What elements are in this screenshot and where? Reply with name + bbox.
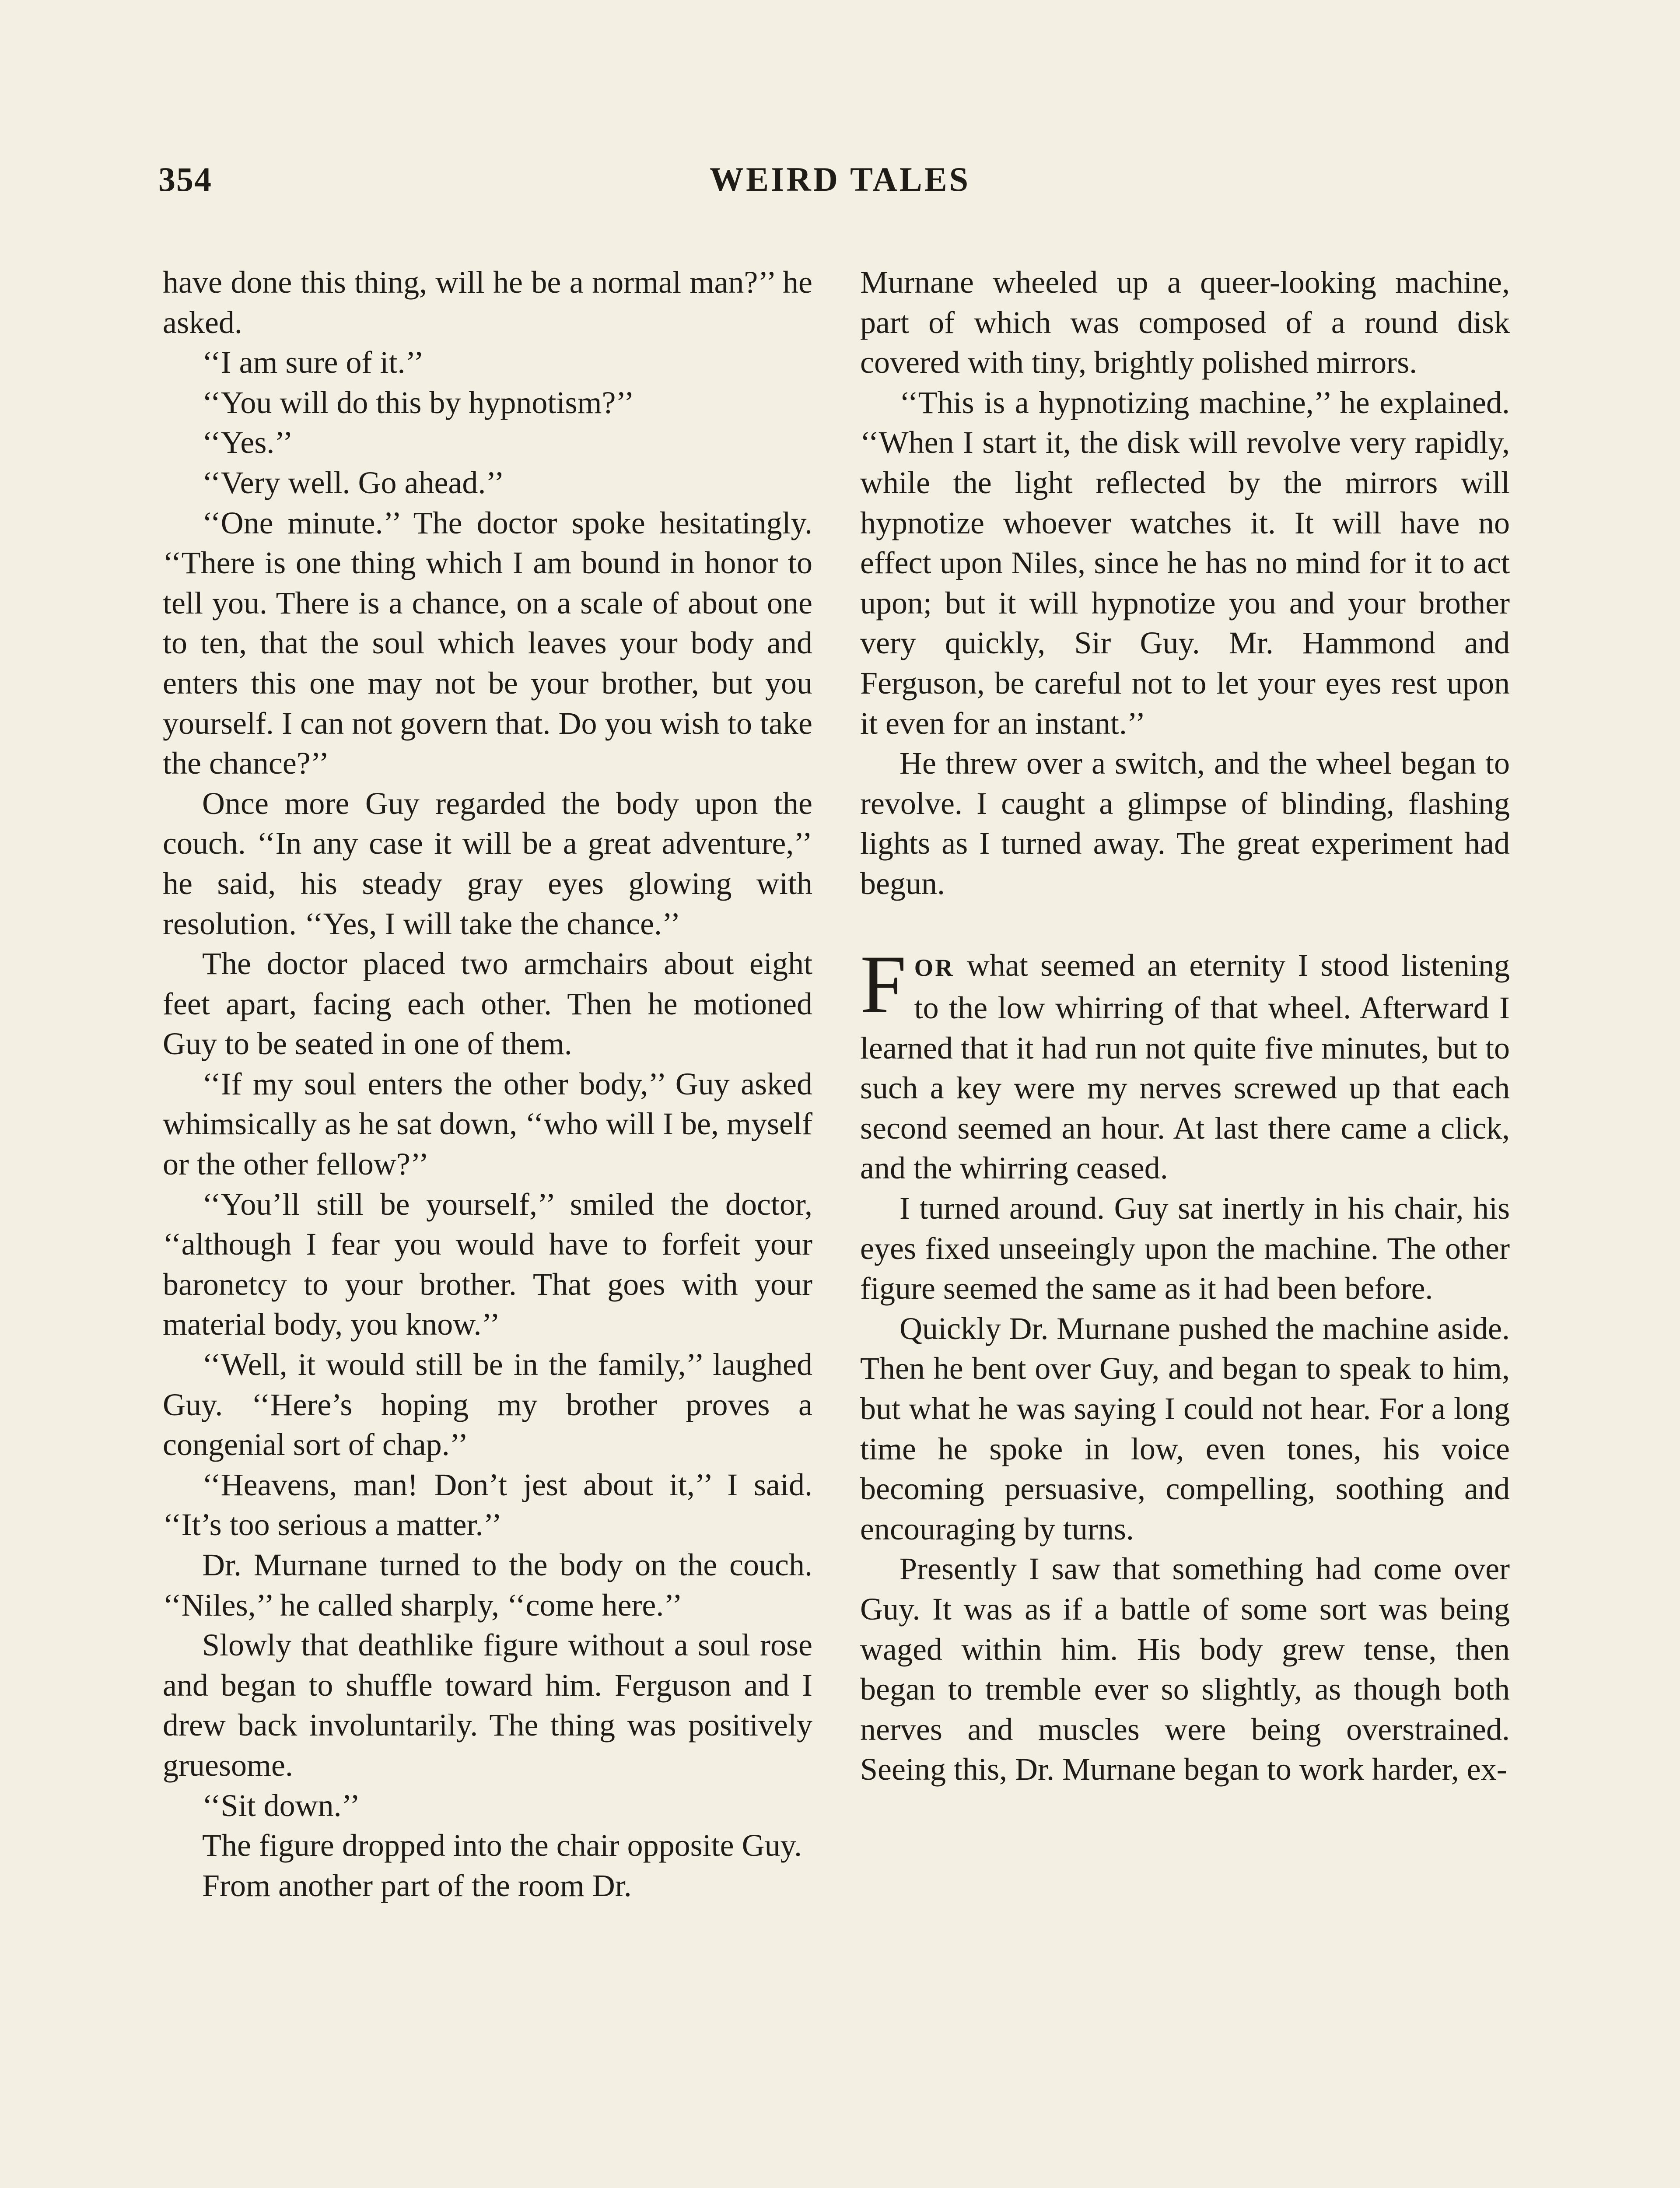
section-opening-paragraph <box>860 938 1510 1189</box>
paragraph: ‘‘This is a hypnotizing machine,’’ he explained. ‘‘When I start it, the disk will revolve very rapidly, while the light reflected by the mirrors will hypnotize whoever watches it. It will have no effect upon Niles, since he has no mind for it to act upon; but it will hypnotize you and your brother very quickly, Sir Guy. Mr. Hammond and Ferguson, be careful not to let your eyes rest upon it even for an instant.’’ <box>860 385 1510 741</box>
paragraph: ‘‘Yes.’’ <box>202 425 293 460</box>
paragraph: The doctor placed two armchairs about eight feet apart, facing each other. Then he motioned Guy to be seated in one of them. <box>163 946 812 1062</box>
section-break <box>860 904 1510 946</box>
paragraph: Murnane wheeled up a queer-looking machine, part of which was composed of a round disk covered with tiny, brightly polished mirrors. <box>860 265 1510 380</box>
paragraph: ‘‘One minute.’’ The doctor spoke hesitatingly. ‘‘There is one thing which I am bound in honor to tell you. There is a chance, on a scale of about one to ten, that the soul which leaves your body and enters this one may not be your brother, but you yourself. I can not govern that. Do you wish to take the chance?’’ <box>163 505 812 781</box>
paragraph: ‘‘Sit down.’’ <box>202 1788 360 1823</box>
right-column <box>860 263 1510 1790</box>
paragraph: The figure dropped into the chair opposite Guy. <box>202 1828 802 1863</box>
left-column <box>163 263 812 1906</box>
paragraph: ‘‘Heavens, man! Don’t jest about it,’’ I said. ‘‘It’s too serious a matter.’’ <box>163 1467 812 1543</box>
paragraph: From another part of the room Dr. <box>202 1868 632 1903</box>
small-caps-lead: OR <box>914 954 955 982</box>
paragraph: Dr. Murnane turned to the body on the couch. ‘‘Niles,’’ he called sharply, ‘‘come here.’’ <box>163 1547 812 1623</box>
paragraph: ‘‘If my soul enters the other body,’’ Guy asked whimsically as he sat down, ‘‘who will I be, myself or the other fellow?’’ <box>163 1066 812 1182</box>
page-number: 354 <box>158 160 212 198</box>
paragraph: ‘‘You will do this by hypnotism?’’ <box>202 385 635 420</box>
paragraph: ‘‘Well, it would still be in the family,’’ laughed Guy. ‘‘Here’s hoping my brother proves a congenial sort of chap.’’ <box>163 1347 812 1462</box>
paragraph: ‘‘Very well. Go ahead.’’ <box>202 465 504 500</box>
paragraph: ‘‘I am sure of it.’’ <box>202 345 424 380</box>
paragraph: He threw over a switch, and the wheel began to revolve. I caught a glimpse of blinding, flashing lights as I turned away. The great experiment had begun. <box>860 746 1510 901</box>
section-opening-text: what seemed an eternity I stood listening to the low whirring of that wheel. Afterward I learned that it had run not quite five minutes, but to such a key were my nerves screwed up that each second seemed an hour. At last there came a click, and the whirring ceased. <box>860 947 1510 1186</box>
running-head: WEIRD TALES <box>709 160 971 198</box>
paragraph: Once more Guy regarded the body upon the couch. ‘‘In any case it will be a great adventure,’’ he said, his steady gray eyes glowing with resolution. ‘‘Yes, I will take the chance.’’ <box>163 785 812 941</box>
paragraph: have done this thing, will he be a normal man?’’ he asked. <box>163 265 812 340</box>
paragraph: Presently I saw that something had come over Guy. It was as if a battle of some sort was being waged within him. His body grew tense, then began to tremble ever so slightly, as though both nerves and muscles were being overstrained. Seeing this, Dr. Murnane began to work harder, ex- <box>860 1551 1510 1787</box>
paragraph: Quickly Dr. Murnane pushed the machine aside. Then he bent over Guy, and began to speak to him, but what he was saying I could not hear. For a long time he spoke in low, even tones, his voice becoming persuasive, compelling, soothing and encouraging by turns. <box>860 1311 1510 1546</box>
page-header <box>0 160 1680 212</box>
paragraph: I turned around. Guy sat inertly in his chair, his eyes fixed unseeingly upon the machine. The other figure seemed the same as it had been before. <box>860 1191 1510 1306</box>
drop-cap: F <box>860 938 906 1031</box>
paragraph: ‘‘You’ll still be yourself,’’ smiled the doctor, ‘‘although I fear you would have to forfeit your baronetcy to your brother. That goes with your material body, you know.’’ <box>163 1186 812 1342</box>
paragraph: Slowly that deathlike figure without a soul rose and began to shuffle toward him. Ferguson and I drew back involuntarily. The thing was positively gruesome. <box>163 1627 812 1783</box>
